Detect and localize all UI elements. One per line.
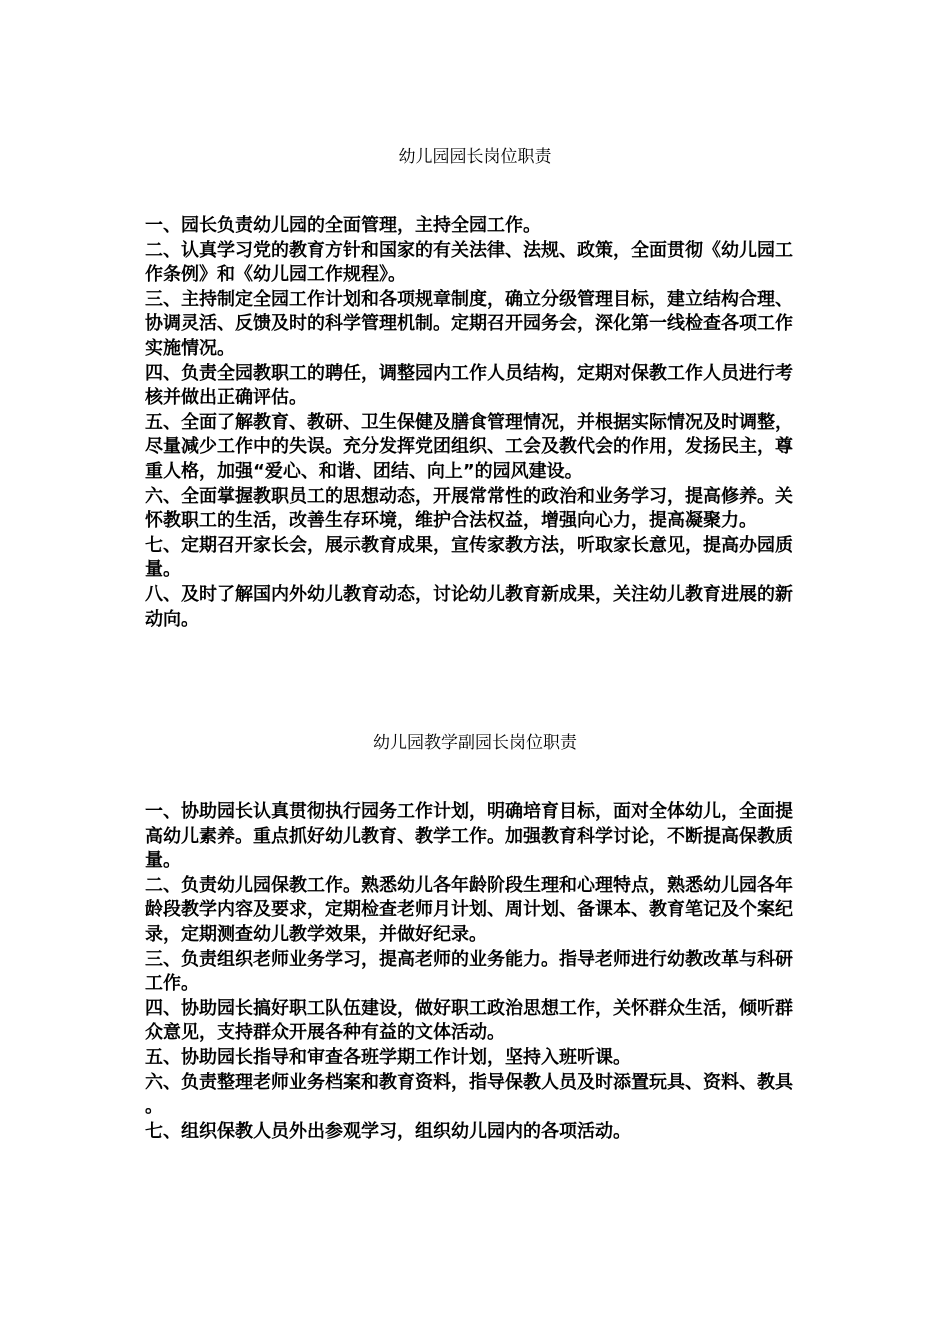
duty-item-4: 四、负责全园教职工的聘任，调整园内工作人员结构，定期对保教工作人员进行考核并做出正确评估。 bbox=[145, 362, 793, 409]
section-title-principal: 幼儿园园长岗位职责 bbox=[398, 147, 552, 167]
duty-item-7: 七、组织保教人员外出参观学习，组织幼儿园内的各项活动。 bbox=[145, 1120, 631, 1142]
duty-item-3: 三、负责组织老师业务学习，提高老师的业务能力。指导老师进行幼教改革与科研工作。 bbox=[145, 948, 793, 995]
duty-item-7: 七、定期召开家长会，展示教育成果，宣传家教方法，听取家长意见，提高办园质量。 bbox=[145, 534, 793, 581]
duty-item-1: 一、园长负责幼儿园的全面管理，主持全园工作。 bbox=[145, 215, 541, 236]
duty-item-1: 一、协助园长认真贯彻执行园务工作计划，明确培育目标，面对全体幼儿，全面提高幼儿素养。重点抓好幼儿教育、教学工作。加强教育科学讨论，不断提高保教质量。 bbox=[145, 801, 793, 872]
duty-item-2: 二、认真学习党的教育方针和国家的有关法律、法规、政策，全面贯彻《幼儿园工作条例》和《幼儿园工作规程》。 bbox=[145, 239, 793, 286]
duty-item-8: 八、及时了解国内外幼儿教育动态，讨论幼儿教育新成果，关注幼儿教育进展的新动向。 bbox=[145, 583, 793, 630]
duty-item-2: 二、负责幼儿园保教工作。熟悉幼儿各年龄阶段生理和心理特点，熟悉幼儿园各年龄段教学内容及要求，定期检查老师月计划、周计划、备课本、教育笔记及个案纪录，定期测查幼儿教学效果，并做好纪录。 bbox=[145, 874, 793, 945]
duty-item-4: 四、协助园长搞好职工队伍建设，做好职工政治思想工作，关怀群众生活，倾听群众意见，支持群众开展各种有益的文体活动。 bbox=[145, 997, 793, 1044]
section-body-vice-principal bbox=[145, 800, 810, 1144]
section-title-vice-principal: 幼儿园教学副园长岗位职责 bbox=[373, 733, 577, 753]
duty-item-5: 五、协助园长指导和审查各班学期工作计划，坚持入班听课。 bbox=[145, 1046, 631, 1068]
duty-item-5: 五、全面了解教育、教研、卫生保健及膳食管理情况，并根据实际情况及时调整，尽量减少工作中的失误。充分发挥党团组织、工会及教代会的作用，发扬民主，尊重人格，加强“爱心、和谐、团结、向上”的园风建设。 bbox=[145, 411, 793, 482]
duty-item-3: 三、主持制定全园工作计划和各项规章制度，确立分级管理目标，建立结构合理、协调灵活、反馈及时的科学管理机制。定期召开园务会，深化第一线检查各项工作实施情况。 bbox=[145, 288, 793, 359]
section-body-principal bbox=[145, 214, 810, 632]
duty-item-6: 六、全面掌握教职员工的思想动态，开展常常性的政治和业务学习，提高修养。关怀教职工的生活，改善生存环境，维护合法权益，增强向心力，提高凝聚力。 bbox=[145, 485, 793, 532]
duty-item-6: 六、负责整理老师业务档案和教育资料，指导保教人员及时添置玩具、资料、教具。 bbox=[145, 1071, 793, 1118]
